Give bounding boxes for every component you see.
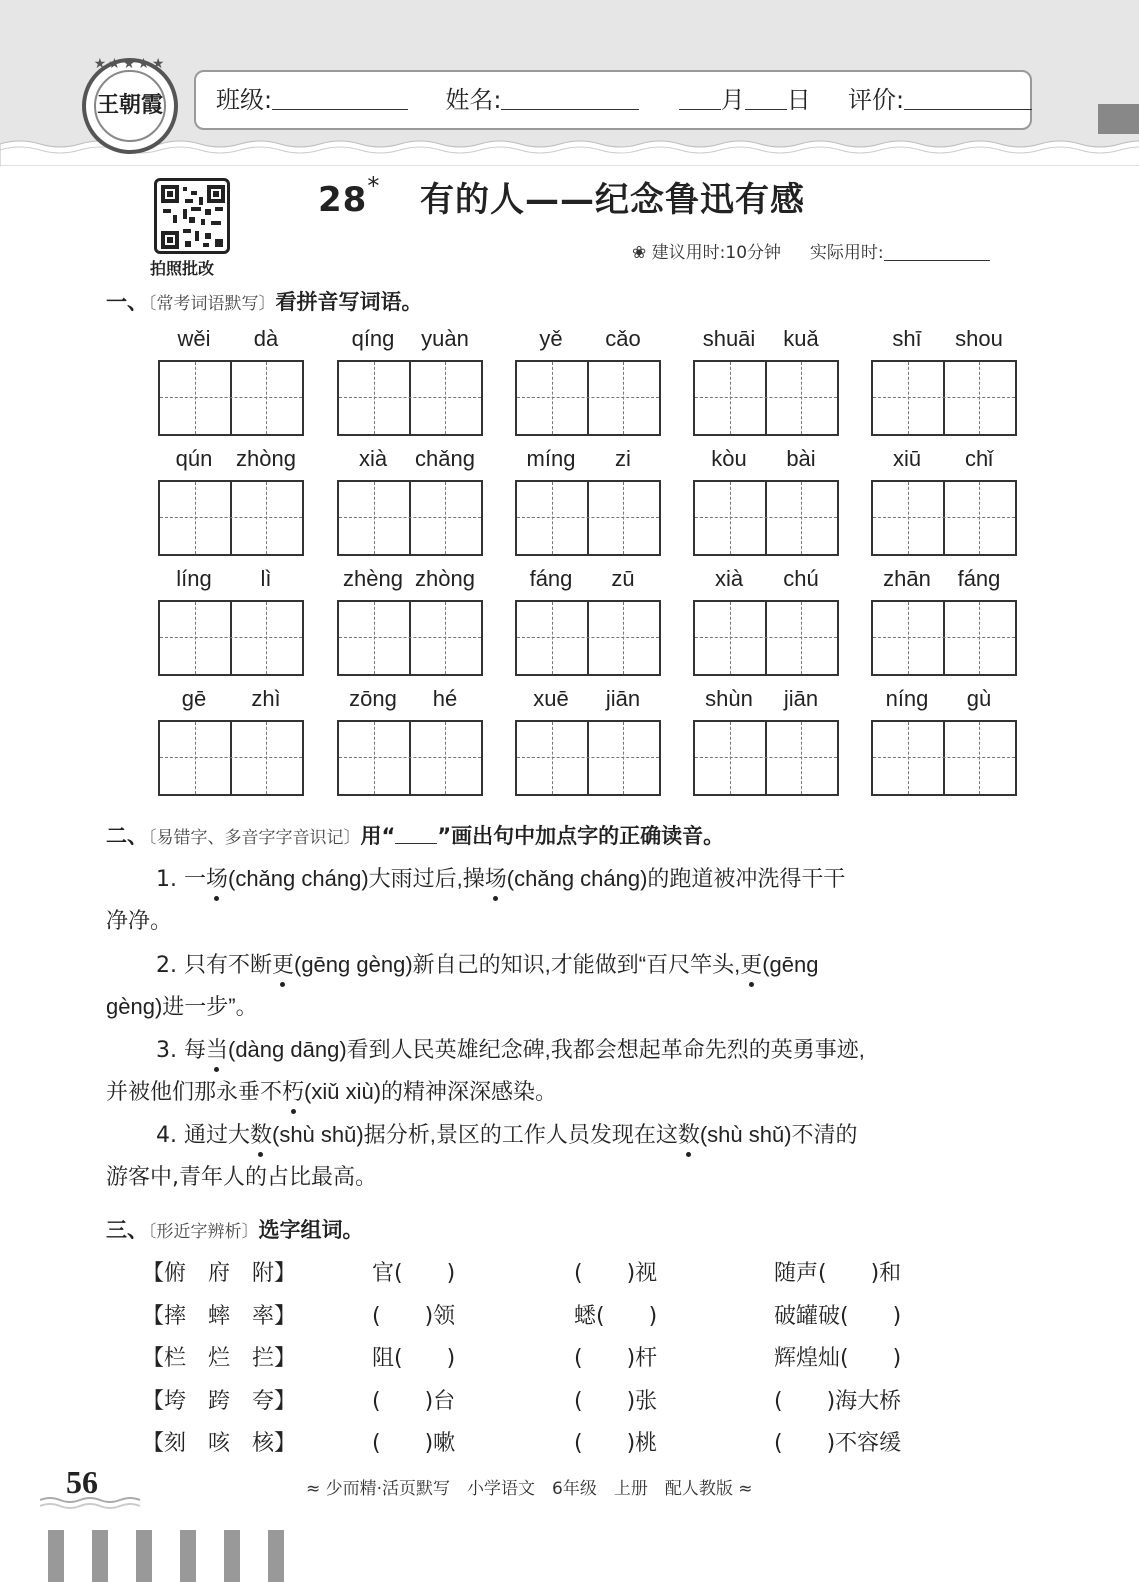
word-blank-1[interactable]: ( )台 bbox=[372, 1388, 456, 1414]
footer-bar bbox=[224, 1530, 240, 1582]
char-group: 【俯 府 附】 bbox=[142, 1261, 297, 1286]
pinyin-label: fáng bbox=[957, 566, 1001, 591]
pinyin-label: kuǎ bbox=[783, 326, 819, 351]
pinyin-label: kòu bbox=[711, 446, 747, 471]
footer-text: ≈ 少而精·活页默写 小学语文 6年级 上册 配人教版 ≈ bbox=[306, 1479, 753, 1499]
footer-bar bbox=[136, 1530, 152, 1582]
flower-icon: ❀ bbox=[632, 243, 647, 263]
suggested-time: 建议用时:10分钟 bbox=[651, 243, 782, 263]
pinyin-label: qíng bbox=[351, 326, 395, 351]
tianzige-writing-grid[interactable] bbox=[515, 600, 661, 676]
word-blank-2[interactable]: ( )视 bbox=[574, 1261, 658, 1286]
word-blank-3[interactable]: 随声( )和 bbox=[774, 1261, 902, 1286]
pinyin-label: bài bbox=[786, 446, 816, 471]
section2-heading: 二、〔易错字、多音字字音识记〕用“ ”画出句中加点字的正确读音。 bbox=[106, 824, 725, 848]
pinyin-label: cǎo bbox=[605, 326, 641, 351]
tianzige-writing-grid[interactable] bbox=[515, 360, 661, 436]
brand-logo bbox=[82, 58, 178, 154]
word-blank-3[interactable]: 破罐破( ) bbox=[774, 1303, 902, 1329]
tianzige-writing-grid[interactable] bbox=[337, 720, 483, 796]
pinyin-label: zhì bbox=[251, 686, 281, 711]
tianzige-writing-grid[interactable] bbox=[158, 480, 304, 556]
tianzige-writing-grid[interactable] bbox=[871, 480, 1017, 556]
day-label: 日 bbox=[786, 86, 811, 114]
footer-bar bbox=[48, 1530, 64, 1582]
word-blank-1[interactable]: ( )嗽 bbox=[372, 1431, 456, 1456]
lesson-star: * bbox=[367, 172, 381, 200]
qr-code-icon bbox=[161, 185, 225, 249]
lesson-number: 28 bbox=[318, 180, 368, 220]
pinyin-label: gē bbox=[181, 686, 207, 711]
char-group: 【垮 跨 夸】 bbox=[142, 1388, 297, 1414]
section3-heading: 三、〔形近字辨析〕选字组词。 bbox=[106, 1218, 364, 1242]
char-group: 【摔 蟀 率】 bbox=[142, 1303, 297, 1329]
pinyin-label: shùn bbox=[705, 686, 753, 711]
pinyin-label: líng bbox=[176, 566, 212, 591]
word-blank-2[interactable]: ( )桃 bbox=[574, 1431, 658, 1456]
footer-bar bbox=[180, 1530, 196, 1582]
tianzige-writing-grid[interactable] bbox=[158, 720, 304, 796]
pinyin-label: chǎng bbox=[415, 446, 475, 471]
pinyin-label: xià bbox=[358, 446, 388, 471]
page-number-wave bbox=[40, 1470, 150, 1510]
word-blank-2[interactable]: ( )杆 bbox=[574, 1346, 658, 1371]
pinyin-label: shī bbox=[892, 326, 922, 351]
header-wave bbox=[0, 136, 1139, 166]
pinyin-label: wěi bbox=[177, 326, 211, 351]
q1-line2: 净净。 bbox=[106, 909, 173, 934]
pinyin-label: chǐ bbox=[964, 446, 994, 471]
word-blank-3[interactable]: 辉煌灿( ) bbox=[774, 1346, 902, 1371]
name-label: 姓名: bbox=[445, 86, 502, 114]
tianzige-writing-grid[interactable] bbox=[337, 360, 483, 436]
word-blank-1[interactable]: ( )领 bbox=[372, 1303, 456, 1329]
tianzige-writing-grid[interactable] bbox=[871, 600, 1017, 676]
word-blank-2[interactable]: 蟋( ) bbox=[574, 1303, 658, 1329]
q2-line1: 2. 只有不断更(gēng gèng)新自己的知识,才能做到“百尺竿头,更(gēng bbox=[156, 948, 819, 979]
pinyin-label: gù bbox=[966, 686, 992, 711]
tianzige-writing-grid[interactable] bbox=[693, 600, 839, 676]
tianzige-writing-grid[interactable] bbox=[337, 480, 483, 556]
tianzige-writing-grid[interactable] bbox=[871, 360, 1017, 436]
pinyin-label: xiū bbox=[892, 446, 922, 471]
pinyin-label: míng bbox=[526, 446, 576, 471]
pinyin-label: níng bbox=[885, 686, 929, 711]
actual-time-field[interactable] bbox=[884, 240, 990, 261]
day-field[interactable] bbox=[745, 79, 787, 110]
q3-line1: 3. 每当(dàng dāng)看到人民英雄纪念碑,我都会想起革命先烈的英勇事迹, bbox=[156, 1033, 865, 1064]
tianzige-writing-grid[interactable] bbox=[158, 360, 304, 436]
section1-heading: 一、〔常考词语默写〕看拼音写词语。 bbox=[106, 290, 423, 314]
qr-label: 拍照批改 bbox=[150, 259, 215, 278]
pinyin-label: lì bbox=[260, 566, 272, 591]
side-tab bbox=[1098, 104, 1139, 134]
tianzige-writing-grid[interactable] bbox=[337, 600, 483, 676]
pinyin-label: xuē bbox=[533, 686, 569, 711]
footer-bar bbox=[268, 1530, 284, 1582]
tianzige-writing-grid[interactable] bbox=[693, 720, 839, 796]
word-blank-1[interactable]: 阻( ) bbox=[372, 1346, 456, 1371]
class-field[interactable] bbox=[272, 79, 408, 110]
pinyin-label: yě bbox=[539, 326, 563, 351]
q2-line2: gèng)进一步”。 bbox=[106, 994, 258, 1019]
word-blank-2[interactable]: ( )张 bbox=[574, 1388, 658, 1414]
tianzige-writing-grid[interactable] bbox=[693, 480, 839, 556]
tianzige-writing-grid[interactable] bbox=[158, 600, 304, 676]
pinyin-label: jiān bbox=[783, 686, 819, 711]
q3-line2: 并被他们那永垂不朽(xiǔ xiù)的精神深深感染。 bbox=[106, 1075, 557, 1106]
rating-label: 评价: bbox=[848, 86, 905, 114]
pinyin-label: jiān bbox=[605, 686, 641, 711]
page-number: 56 bbox=[66, 1464, 98, 1500]
pinyin-label: yuàn bbox=[421, 326, 469, 351]
pinyin-label: fáng bbox=[529, 566, 573, 591]
class-label: 班级: bbox=[216, 86, 273, 114]
month-field[interactable] bbox=[679, 79, 721, 110]
rating-field[interactable] bbox=[904, 79, 1032, 110]
tianzige-writing-grid[interactable] bbox=[871, 720, 1017, 796]
pinyin-label: xià bbox=[714, 566, 744, 591]
page-title bbox=[318, 172, 805, 221]
timing bbox=[632, 238, 990, 263]
word-blank-1[interactable]: 官( ) bbox=[372, 1261, 456, 1286]
pinyin-label: zhòng bbox=[236, 446, 296, 471]
pinyin-label: dà bbox=[253, 326, 279, 351]
word-blank-3[interactable]: ( )不容缓 bbox=[774, 1431, 902, 1456]
pinyin-label: zhèng bbox=[343, 566, 403, 591]
pinyin-label: zi bbox=[615, 446, 631, 471]
pinyin-label: hé bbox=[432, 686, 458, 711]
month-label: 月 bbox=[720, 86, 745, 114]
q4-line2: 游客中,青年人的占比最高。 bbox=[106, 1165, 377, 1190]
tianzige-writing-grid[interactable] bbox=[515, 720, 661, 796]
word-blank-3[interactable]: ( )海大桥 bbox=[774, 1388, 902, 1414]
pinyin-label: zōng bbox=[349, 686, 397, 711]
pinyin-label: zū bbox=[611, 566, 635, 591]
pinyin-label: shou bbox=[955, 326, 1003, 351]
name-field[interactable] bbox=[501, 79, 639, 110]
char-group: 【栏 烂 拦】 bbox=[142, 1346, 297, 1371]
star-icons: ★★★★★ bbox=[93, 56, 167, 72]
qr-code[interactable] bbox=[154, 178, 230, 254]
pinyin-label: qún bbox=[175, 446, 213, 471]
q4-line1: 4. 通过大数(shù shǔ)据分析,景区的工作人员发现在这数(shù shǔ)不清的 bbox=[156, 1118, 858, 1149]
tianzige-writing-grid[interactable] bbox=[693, 360, 839, 436]
pinyin-label: shuāi bbox=[702, 326, 756, 351]
footer-bar bbox=[92, 1530, 108, 1582]
lesson-title: 有的人——纪念鲁迅有感 bbox=[420, 180, 806, 220]
pinyin-label: chú bbox=[783, 566, 819, 591]
actual-time-label: 实际用时: bbox=[809, 243, 884, 263]
pinyin-label: zhòng bbox=[415, 566, 475, 591]
student-info-box bbox=[194, 70, 1032, 130]
char-group: 【刻 咳 核】 bbox=[142, 1431, 297, 1456]
logo-text: 王朝霞 bbox=[96, 92, 163, 118]
tianzige-writing-grid[interactable] bbox=[515, 480, 661, 556]
q1-line1: 1. 一场(chǎng cháng)大雨过后,操场(chǎng cháng)的跑道被冲洗得干干 bbox=[156, 862, 845, 893]
pinyin-label: zhān bbox=[883, 566, 931, 591]
